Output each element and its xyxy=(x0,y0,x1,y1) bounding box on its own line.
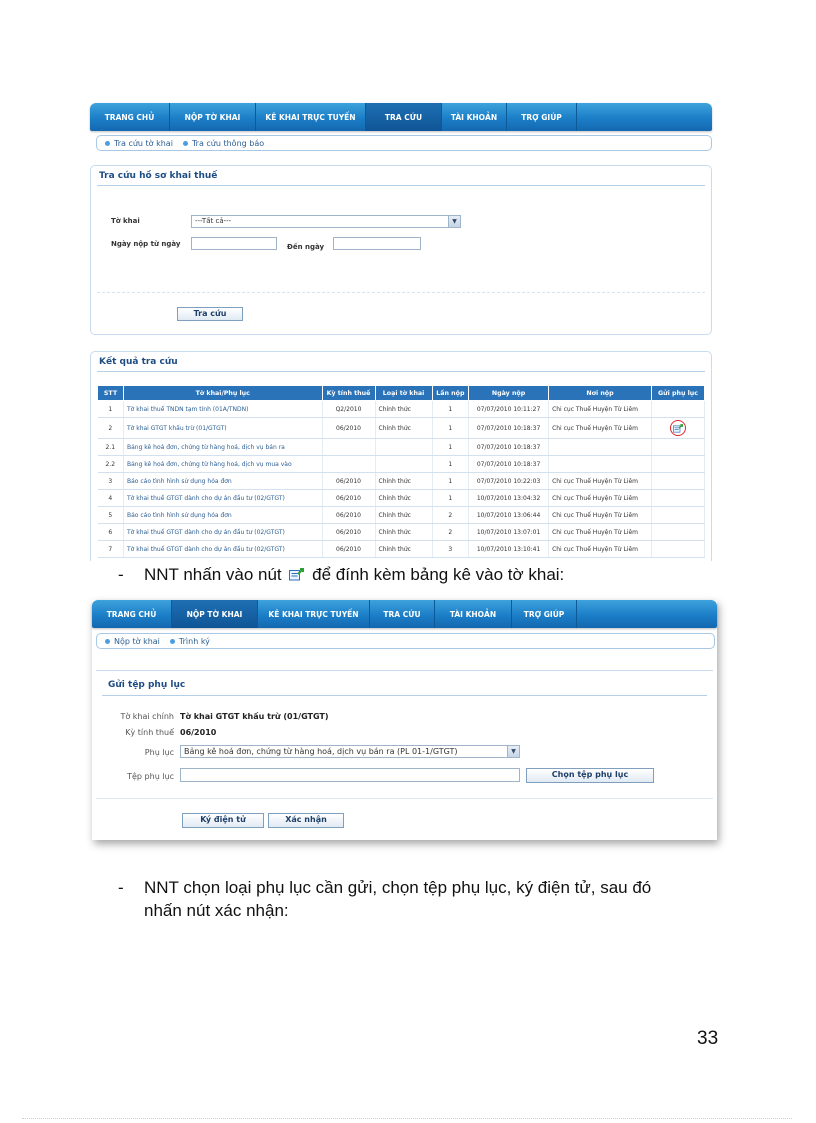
select-arrow-icon[interactable]: ▼ xyxy=(507,746,519,757)
divider xyxy=(97,292,705,293)
results-table xyxy=(97,385,705,558)
choose-file-button[interactable]: Chọn tệp phụ lục xyxy=(526,768,654,783)
cell-date: 10/07/2010 13:04:32 xyxy=(469,490,549,507)
bullet-icon xyxy=(170,639,175,644)
divider xyxy=(97,185,705,186)
cell-date: 10/07/2010 13:10:41 xyxy=(469,541,549,558)
col-type: Loại tờ khai xyxy=(375,386,432,401)
form-label: Tờ khai xyxy=(111,217,140,225)
cell-times: 1 xyxy=(432,418,468,439)
bullet-icon xyxy=(105,141,110,146)
cell-times: 2 xyxy=(432,507,468,524)
instruction-text: để đính kèm bảng kê vào tờ khai: xyxy=(312,565,565,584)
to-date-input[interactable] xyxy=(333,237,421,250)
cell-office xyxy=(549,456,652,473)
cell-times: 1 xyxy=(432,473,468,490)
cell-office: Chi cục Thuế Huyện Từ Liêm xyxy=(549,473,652,490)
nav-bar xyxy=(90,103,712,131)
cell-period: 06/2010 xyxy=(322,541,375,558)
cell-form-link[interactable]: Tờ khai thuế GTGT dành cho dự án đầu tư (02/GTGT) xyxy=(123,524,322,541)
cell-times: 1 xyxy=(432,401,468,418)
nav-submit-return[interactable]: NỘP TỜ KHAI xyxy=(170,103,256,131)
cell-period: 06/2010 xyxy=(322,507,375,524)
period-label: Kỳ tính thuế xyxy=(125,728,174,737)
cell-stt: 6 xyxy=(98,524,124,541)
table-row xyxy=(98,524,705,541)
form-select-value: ---Tất cả--- xyxy=(195,217,232,225)
col-period: Kỳ tính thuế xyxy=(322,386,375,401)
sign-button[interactable]: Ký điện tử xyxy=(182,813,264,828)
bullet-dash: - xyxy=(118,565,124,584)
cell-form-link[interactable]: Tờ khai thuế GTGT dành cho dự án đầu tư (02/GTGT) xyxy=(123,490,322,507)
file-input[interactable] xyxy=(180,768,520,782)
bullet-dash: - xyxy=(118,878,124,897)
cell-form-link[interactable]: Tờ khai thuế TNDN tạm tính (01A/TNDN) xyxy=(123,401,322,418)
nav-account[interactable]: TÀI KHOẢN xyxy=(442,103,507,131)
period-value: 06/2010 xyxy=(180,728,217,737)
nav-online-declare[interactable]: KÊ KHAI TRỰC TUYẾN xyxy=(256,103,366,131)
table-row xyxy=(98,456,705,473)
cell-stt: 5 xyxy=(98,507,124,524)
cell-attach xyxy=(651,456,704,473)
cell-times: 1 xyxy=(432,490,468,507)
cell-date: 07/07/2010 10:11:27 xyxy=(469,401,549,418)
page-number: 33 xyxy=(697,1028,719,1049)
cell-attach xyxy=(651,473,704,490)
divider xyxy=(102,695,707,696)
cell-attach xyxy=(651,490,704,507)
confirm-button[interactable]: Xác nhận xyxy=(268,813,344,828)
table-row xyxy=(98,490,705,507)
cell-office: Chi cục Thuế Huyện Từ Liêm xyxy=(549,401,652,418)
cell-attach xyxy=(651,524,704,541)
bullet-icon xyxy=(105,639,110,644)
cell-period: 06/2010 xyxy=(322,524,375,541)
attach-document-icon xyxy=(673,424,683,433)
nav-help[interactable]: TRỢ GIÚP xyxy=(507,103,577,131)
cell-form-link[interactable]: Tờ khai GTGT khấu trừ (01/GTGT) xyxy=(123,418,322,439)
nav-lookup[interactable]: TRA CỨU xyxy=(366,103,442,131)
search-panel-title: Tra cứu hồ sơ khai thuế xyxy=(99,171,218,181)
bullet-icon xyxy=(183,141,188,146)
table-row xyxy=(98,401,705,418)
table-row xyxy=(98,439,705,456)
cell-date: 10/07/2010 13:07:01 xyxy=(469,524,549,541)
cell-type: Chính thức xyxy=(375,490,432,507)
subnav-label: Trình ký xyxy=(178,636,210,646)
subnav-lookup-notices[interactable] xyxy=(183,139,264,148)
cell-type: Chính thức xyxy=(375,507,432,524)
attach-document-button[interactable] xyxy=(670,420,686,436)
cell-date: 07/07/2010 10:18:37 xyxy=(469,418,549,439)
instruction-text: NNT nhấn vào nút xyxy=(144,565,282,584)
cell-form-link[interactable]: Tờ khai thuế GTGT dành cho dự án đầu tư (02/GTGT) xyxy=(123,541,322,558)
form-panel xyxy=(96,670,713,795)
cell-stt: 7 xyxy=(98,541,124,558)
cell-stt: 3 xyxy=(98,473,124,490)
cell-stt: 2.1 xyxy=(98,439,124,456)
subnav-label: Tra cứu thông báo xyxy=(191,138,265,148)
table-row xyxy=(98,507,705,524)
cell-attach xyxy=(651,507,704,524)
nav-submit-return[interactable]: NỘP TỜ KHAI xyxy=(172,600,258,628)
cell-period xyxy=(322,456,375,473)
cell-stt: 2.2 xyxy=(98,456,124,473)
nav-lookup[interactable]: TRA CỨU xyxy=(370,600,435,628)
subnav-label: Nộp tờ khai xyxy=(114,636,160,646)
submit-appendix-screenshot xyxy=(92,600,717,840)
cell-type: Chính thức xyxy=(375,401,432,418)
main-form-label: Tờ khai chính xyxy=(120,712,174,721)
cell-attach xyxy=(651,401,704,418)
cell-office: Chi cục Thuế Huyện Từ Liêm xyxy=(549,541,652,558)
results-panel-title: Kết quả tra cứu xyxy=(99,357,178,367)
table-row xyxy=(98,473,705,490)
cell-times: 2 xyxy=(432,524,468,541)
col-office: Nơi nộp xyxy=(549,386,652,401)
nav-online-declare[interactable]: KÊ KHAI TRỰC TUYẾN xyxy=(258,600,370,628)
cell-stt: 4 xyxy=(98,490,124,507)
subnav-label: Tra cứu tờ khai xyxy=(114,138,173,148)
cell-form-link[interactable]: Bảng kê hoá đơn, chứng từ hàng hoá, dịch vụ bán ra xyxy=(123,439,322,456)
instruction-line-2b: nhấn nút xác nhận: xyxy=(144,901,289,920)
instruction-line-1 xyxy=(144,565,564,585)
cell-office xyxy=(549,439,652,456)
subnav-lookup-returns[interactable] xyxy=(105,139,173,148)
col-form: Tờ khai/Phụ lục xyxy=(123,386,322,401)
cell-office: Chi cục Thuế Huyện Từ Liêm xyxy=(549,490,652,507)
col-times: Lần nộp xyxy=(432,386,468,401)
cell-date: 07/07/2010 10:22:03 xyxy=(469,473,549,490)
cell-date: 07/07/2010 10:18:37 xyxy=(469,439,549,456)
cell-period: 06/2010 xyxy=(322,418,375,439)
cell-attach xyxy=(651,418,704,439)
cell-office: Chi cục Thuế Huyện Từ Liêm xyxy=(549,507,652,524)
cell-office: Chi cục Thuế Huyện Từ Liêm xyxy=(549,418,652,439)
appendix-select-value: Bảng kê hoá đơn, chứng từ hàng hoá, dịch vụ bán ra (PL 01-1/GTGT) xyxy=(184,747,458,756)
cell-times: 1 xyxy=(432,456,468,473)
cell-stt: 1 xyxy=(98,401,124,418)
cell-date: 10/07/2010 13:06:44 xyxy=(469,507,549,524)
nav-account[interactable]: TÀI KHOẢN xyxy=(435,600,512,628)
from-date-label: Ngày nộp từ ngày xyxy=(111,240,181,248)
search-button[interactable]: Tra cứu xyxy=(177,307,243,321)
from-date-input[interactable] xyxy=(191,237,277,250)
cell-period: Q2/2010 xyxy=(322,401,375,418)
to-date-label: Đến ngày xyxy=(287,243,325,251)
divider xyxy=(96,798,713,799)
cell-date: 07/07/2010 10:18:37 xyxy=(469,456,549,473)
table-header-row xyxy=(98,386,705,401)
sub-nav xyxy=(96,633,715,649)
subnav-sign[interactable] xyxy=(170,637,210,646)
cell-type: Chính thức xyxy=(375,473,432,490)
cell-attach xyxy=(651,439,704,456)
cell-period: 06/2010 xyxy=(322,473,375,490)
cell-office: Chi cục Thuế Huyện Từ Liêm xyxy=(549,524,652,541)
appendix-select[interactable] xyxy=(180,745,520,758)
cell-type xyxy=(375,439,432,456)
nav-bar xyxy=(92,600,717,628)
main-form-value: Tờ khai GTGT khấu trừ (01/GTGT) xyxy=(180,712,329,721)
cell-period: 06/2010 xyxy=(322,490,375,507)
footer-divider xyxy=(22,1118,792,1119)
cell-form-link[interactable]: Báo cáo tình hình sử dụng hóa đơn xyxy=(123,473,322,490)
cell-type: Chính thức xyxy=(375,541,432,558)
cell-form-link[interactable]: Báo cáo tình hình sử dụng hóa đơn xyxy=(123,507,322,524)
attach-document-icon xyxy=(289,568,304,581)
cell-attach xyxy=(651,541,704,558)
nav-help[interactable]: TRỢ GIÚP xyxy=(512,600,577,628)
divider xyxy=(97,371,705,372)
file-label: Tệp phụ lục xyxy=(127,772,174,781)
appendix-label: Phụ lục xyxy=(144,748,174,757)
select-arrow-icon[interactable]: ▼ xyxy=(448,216,460,227)
cell-type: Chính thức xyxy=(375,524,432,541)
cell-period xyxy=(322,439,375,456)
col-attach: Gửi phụ lục xyxy=(651,386,704,401)
col-stt: STT xyxy=(98,386,124,401)
cell-type: Chính thức xyxy=(375,418,432,439)
cell-times: 3 xyxy=(432,541,468,558)
subnav-submit-return[interactable] xyxy=(105,637,160,646)
cell-times: 1 xyxy=(432,439,468,456)
cell-form-link[interactable]: Bảng kê hoá đơn, chứng từ hàng hoá, dịch vụ mua vào xyxy=(123,456,322,473)
form-panel-title: Gửi tệp phụ lục xyxy=(108,680,186,690)
nav-home[interactable]: TRANG CHỦ xyxy=(92,600,172,628)
form-select[interactable] xyxy=(191,215,461,228)
instruction-line-2a: NNT chọn loại phụ lục cần gửi, chọn tệp phụ lục, ký điện tử, sau đó xyxy=(144,878,652,897)
table-row xyxy=(98,541,705,558)
search-panel xyxy=(90,165,712,335)
cell-type xyxy=(375,456,432,473)
table-row xyxy=(98,418,705,439)
cell-stt: 2 xyxy=(98,418,124,439)
sub-nav xyxy=(96,135,712,151)
nav-home[interactable]: TRANG CHỦ xyxy=(90,103,170,131)
col-date: Ngày nộp xyxy=(469,386,549,401)
